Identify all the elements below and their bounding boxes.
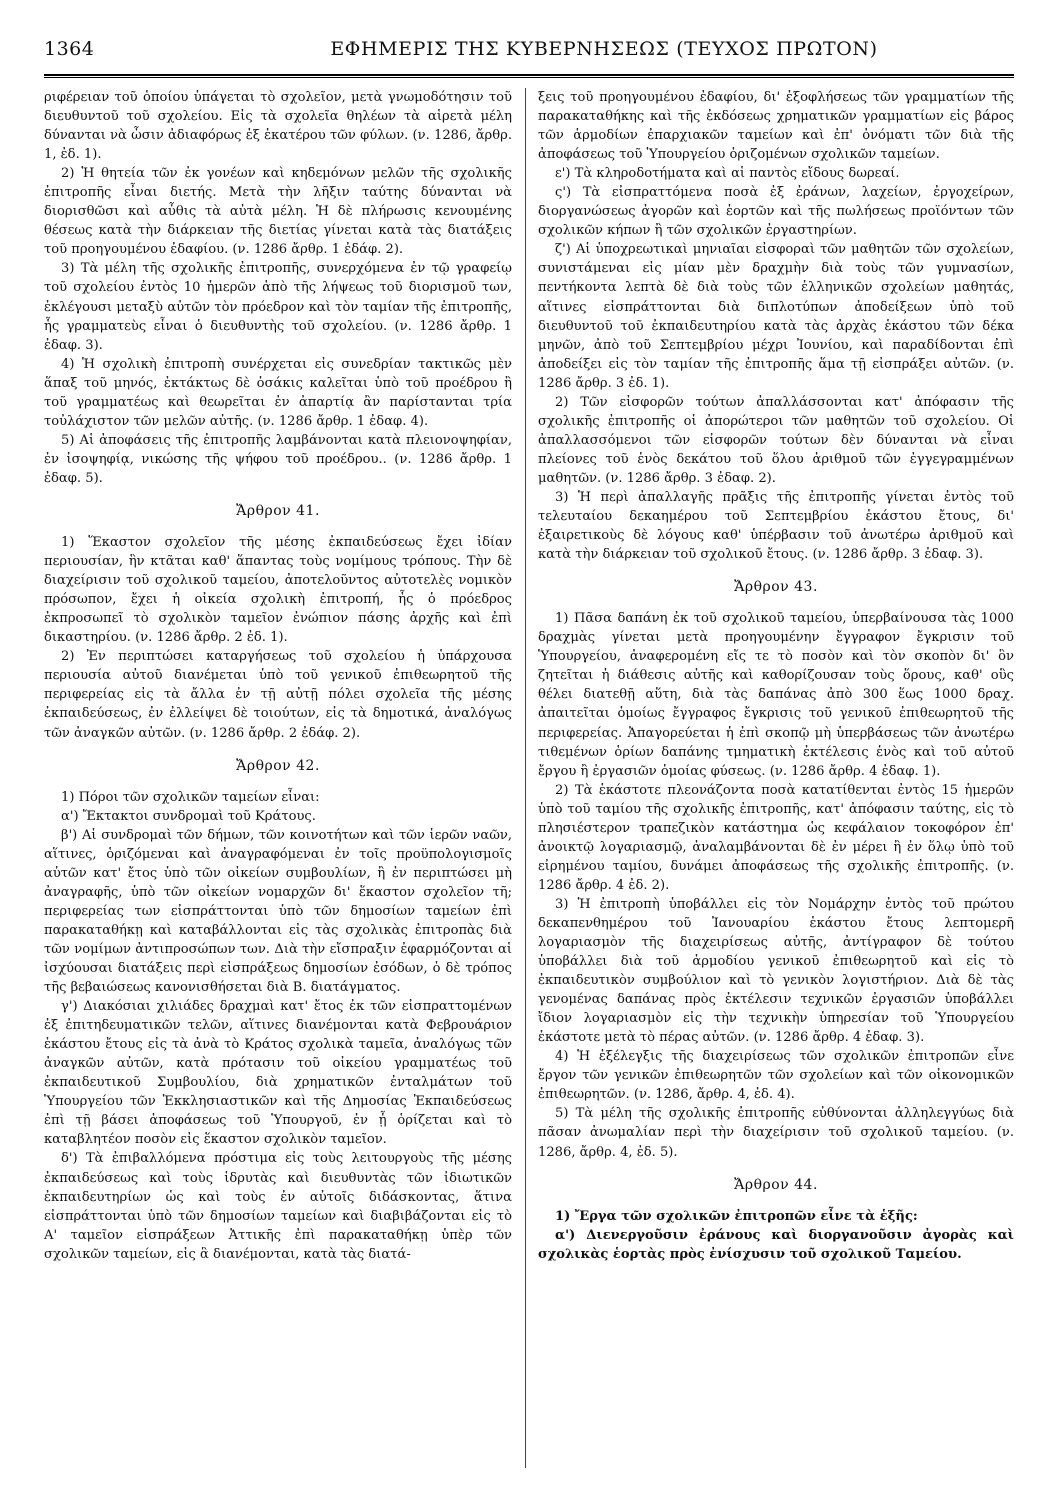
article-heading: Ἄρθρον 41. [236, 502, 320, 519]
paragraph: 4) Ἡ ἐξέλεγξις τῆς διαχειρίσεως τῶν σχολικῶν ἐπιτροπῶν εἶνε ἔργον τῶν γενικῶν ἐπιθεωρητῶν τῶν σχολείων καὶ τῶν οἰκονομικῶν ἐπιθεωρητῶν. (ν. 1286, ἄρθρ. 4, ἐδ. 4). [538, 1049, 1014, 1103]
paragraph: 5) Αἱ ἀποφάσεις τῆς ἐπιτροπῆς λαμβάνονται κατὰ πλειονοψηφίαν, ἐν ἰσοψηφίᾳ, νικώσης τῆς ψήφου τοῦ προέδρου.. (ν. 1286 ἄρθρ. 1 ἐδαφ. 5). [44, 432, 512, 486]
paragraph: ξεις τοῦ προηγουμένου ἐδαφίου, δι' ἐξοφλήσεως τῶν γραμματίων τῆς παρακαταθήκης καὶ τῆς ἐκδόσεως χρηματικῶν γραμματίων εἰς βάρος τῶν ἁρμοδίων ἐπαρχιακῶν ταμείων καὶ ἐπ' ὀνόματι τῶν διὰ τῆς ἀποφάσεως τοῦ Ὑπουργείου ὁριζομένων σχολικῶν ταμείων. [538, 90, 1014, 163]
paragraph: 2) Ἐν περιπτώσει καταργήσεως τοῦ σχολείου ἡ ὑπάρχουσα περιουσία αὐτοῦ διανέμεται ὑπὸ τοῦ γενικοῦ ἐπιθεωρητοῦ τῆς περιφερείας εἰς τὰ ἄλλα ἐν τῇ αὐτῇ πόλει σχολεῖα τῆς μέσης ἐκπαιδεύσεως, ἐν ἐλλείψει δὲ τοιούτων, εἰς τὰ δημοτικά, ἀναλόγως τῶν ἀναγκῶν αὐτῶν. (ν. 1286 ἄρθρ. 2 ἐδάφ. 2). [44, 649, 512, 741]
paragraph: ριφέρειαν τοῦ ὁποίου ὑπάγεται τὸ σχολεῖον, μετὰ γνωμοδότησιν τοῦ διευθυντοῦ τοῦ σχολείου. Εἰς τὰ σχολεῖα θηλέων τὰ αἱρετὰ μέλη δύνανται νὰ ὦσιν ἀδιαφόρως ἐξ ἑκατέρου τῶν φύλων. (ν. 1286, ἄρθρ. 1, ἐδ. 1). [44, 90, 512, 163]
paragraph: 3) Ἡ περὶ ἀπαλλαγῆς πρᾶξις τῆς ἐπιτροπῆς γίνεται ἐντὸς τοῦ τελευταίου δεκαημέρου τοῦ Σεπτεμβρίου ἑκάστου ἔτους, δι' ἐξαιρετικοὺς δὲ λόγους καθ' ὑπέρβασιν τοῦ ἀνωτέρω ἀριθμοῦ καὶ κατὰ τὴν διάρκειαν τοῦ σχολικοῦ ἔτους. (ν. 1286 ἄρθρ. 3 ἐδαφ. 3). [538, 489, 1014, 563]
paragraph: 1) Πᾶσα δαπάνη ἐκ τοῦ σχολικοῦ ταμείου, ὑπερβαίνουσα τὰς 1000 δραχμὰς γίνεται μετὰ προηγουμένην ἔγγραφον ἔγκρισιν τοῦ Ὑπουργείου, ἀναφερομένη εἴς τε τὸ ποσὸν καὶ τὸν σκοπὸν δι' ὃν ζητεῖται ἡ διάθεσις αὐτῆς καὶ καθορίζουσαν τοὺς ὅρους, καθ' οὓς θέλει διατεθῇ αὕτη, διὰ τὰς δαπάνας ἀπὸ 300 ἕως 1000 δραχ. ἀπαιτεῖται ὁμοίως ἔγγραφος ἔγκρισις τοῦ γενικοῦ ἐπιθεωρητοῦ τῆς περιφερείας. Ἀπαγορεύεται ἡ ἐπὶ σκοπῷ μὴ ὑπερβάσεως τῶν ἀνωτέρω τιθεμένων ὁρίων δαπάνης τμηματικὴ ἐκτέλεσις ἑνὸς καὶ τοῦ αὐτοῦ ἔργου ἢ ἐργασιῶν ὁμοίας φύσεως. (ν. 1286 ἄρθρ. 4 ἐδαφ. 1). [538, 611, 1014, 779]
paragraph: 2) Τῶν εἰσφορῶν τούτων ἀπαλλάσσονται κατ' ἀπόφασιν τῆς σχολικῆς ἐπιτροπῆς οἱ ἀπορώτεροι τῶν μαθητῶν τοῦ σχολείου. Οἱ ἀπαλλασσόμενοι τῶν εἰσφορῶν τούτων δὲν δύνανται νὰ εἶναι πλείονες τοῦ ἑνὸς δεκάτου τοῦ ὅλου ἀριθμοῦ τῶν ἐγγεγραμμένων μαθητῶν. (ν. 1286 ἄρθρ. 3 ἐδαφ. 2). [538, 394, 1014, 486]
article-heading: Ἄρθρον 43. [734, 579, 818, 596]
header-rule-thin [44, 77, 1014, 78]
paragraph: 3) Τὰ μέλη τῆς σχολικῆς ἐπιτροπῆς, συνερχόμενα ἐν τῷ γραφείῳ τοῦ σχολείου ἐντὸς 10 ἡμερῶν ἀπὸ τῆς λήψεως τοῦ διορισμοῦ των, ἐκλέγουσι μεταξὺ αὐτῶν τὸν πρόεδρον καὶ τὸν ταμίαν τῆς ἐπιτροπῆς, ἧς γραμματεὺς εἶναι ὁ διευθυντὴς τοῦ σχολείου. (ν. 1286 ἄρθρ. 1 ἐδαφ. 3). [44, 261, 512, 353]
paragraph: ε') Τὰ κληροδοτήματα καὶ αἱ παντὸς εἴδους δωρεαί. [555, 166, 900, 182]
paragraph: 1) Ἕκαστον σχολεῖον τῆς μέσης ἐκπαιδεύσεως ἔχει ἰδίαν περιουσίαν, ἣν κτᾶται καθ' ἅπαντας τοὺς νομίμους τρόπους. Τὴν δὲ διαχείρισιν τοῦ σχολικοῦ ταμείου, ἀποτελοῦντος αὐτοτελὲς νομικὸν πρόσωπον, ἔχει ἡ οἰκεία σχολικὴ ἐπιτροπή, ἧς ὁ πρόεδρος ἐκπροσωπεῖ τὸ σχολικὸν ταμεῖον ἐνώπιον πάσης ἀρχῆς καὶ ἐπὶ δικαστηρίου. (ν. 1286 ἄρθρ. 2 ἐδ. 1). [44, 535, 512, 646]
paragraph: 1) Ἔργα τῶν σχολικῶν ἐπιτροπῶν εἶνε τὰ ἑξῆς: [555, 1208, 918, 1224]
column-divider [525, 88, 526, 1468]
page-number: 1364 [44, 38, 95, 60]
page-header [44, 32, 1014, 76]
right-column [538, 88, 1014, 1468]
paragraph: 5) Τὰ μέλη τῆς σχολικῆς ἐπιτροπῆς εὐθύνονται ἀλληλεγγύως διὰ πᾶσαν ἀνωμαλίαν περὶ τὴν διαχείρισιν τοῦ σχολικοῦ ταμείου. (ν. 1286, ἄρθρ. 4, ἐδ. 5). [538, 1106, 1014, 1160]
paragraph: 4) Ἡ σχολικὴ ἐπιτροπὴ συνέρχεται εἰς συνεδρίαν τακτικῶς μὲν ἅπαξ τοῦ μηνός, ἐκτάκτως δὲ ὁσάκις καλεῖται ὑπὸ τοῦ προέδρου ἢ τοῦ γραμματέως καὶ θεωρεῖται ἐν ἀπαρτίᾳ ἂν παρίστανται τρία τοὐλάχιστον τῶν μελῶν αὐτῆς. (ν. 1286 ἄρθρ. 1 ἐδαφ. 4). [44, 356, 512, 429]
paragraph: γ') Διακόσιαι χιλιάδες δραχμαὶ κατ' ἔτος ἐκ τῶν εἰσπραττομένων ἐξ ἐπιτηδευματικῶν τελῶν, αἵτινες διανέμονται κατὰ Φεβρουάριον ἑκάστου ἔτους εἰς τὰ ἀνὰ τὸ Κράτος σχολικὰ ταμεῖα, ἀναλόγως τῶν ἀναγκῶν αὐτῶν, κατὰ πρότασιν τοῦ οἰκείου γραμματέως τοῦ ἐκπαιδευτικοῦ Συμβουλίου, διὰ χρηματικῶν ἐνταλμάτων τοῦ Ὑπουργείου τῶν Ἐκκλησιαστικῶν καὶ τῆς Δημοσίας Ἐκπαιδεύσεως ἐπὶ τῇ βάσει ἀποφάσεως τοῦ Ὑπουργοῦ, ἐν ᾗ ὁρίζεται καὶ τὸ καταβλητέον ποσὸν εἰς ἕκαστον σχολικὸν ταμεῖον. [44, 999, 512, 1148]
paragraph: ζ') Αἱ ὑποχρεωτικαὶ μηνιαῖαι εἰσφοραὶ τῶν μαθητῶν τῶν σχολείων, συνιστάμεναι εἰς μίαν μὲν δραχμὴν διὰ τοὺς τῶν γυμνασίων, πεντήκοντα λεπτὰ δὲ διὰ τοὺς τῶν ἑλληνικῶν σχολείων μαθητάς, αἵτινες εἰσπράττονται διὰ διπλοτύπων ἀποδείξεων ὑπὸ τοῦ διευθυντοῦ τοῦ ἐκπαιδευτηρίου κατὰ τὰς ἀρχὰς ἑκάστου τῶν δέκα μηνῶν, ἀπὸ τοῦ Σεπτεμβρίου μέχρι Ἰουνίου, καὶ παραδίδονται ἐπὶ ἀποδείξει εἰς τὸν ταμίαν τῆς ἐπιτροπῆς ἅμα τῇ εἰσπράξει αὐτῶν. (ν. 1286 ἄρθρ. 3 ἐδ. 1). [538, 242, 1014, 391]
paragraph: 3) Ἡ ἐπιτροπὴ ὑποβάλλει εἰς τὸν Νομάρχην ἐντὸς τοῦ πρώτου δεκαπενθημέρου τοῦ Ἰανουαρίου ἑκάστου ἔτους λεπτομερῆ λογαριασμὸν τῆς διαχειρίσεως αὐτῆς, ἀντίγραφον δὲ τούτου ὑποβάλλει διὰ τοῦ ἁρμοδίου γενικοῦ ἐπιθεωρητοῦ καὶ εἰς τὸ ἐκπαιδευτικὸν συμβούλιον καὶ τὸ γενικὸν λογιστήριον. Διὰ δὲ τὰς γενομένας δαπάνας πρὸς ἐκτέλεσιν τεχνικῶν ἐργασιῶν ὑποβάλλει ἴδιον λογαριασμὸν εἰς τὴν τεχνικὴν ὑπηρεσίαν τοῦ Ὑπουργείου ἑκάστοτε μετὰ τὸ πέρας αὐτῶν. (ν. 1286 ἄρθρ. 4 ἐδαφ. 3). [538, 896, 1014, 1046]
paragraph: α') Διενεργοῦσιν ἐράνους καὶ διοργανοῦσιν ἀγορὰς καὶ σχολικὰς ἑορτὰς πρὸς ἐνίσχυσιν τοῦ σχολικοῦ Ταμείου. [538, 1227, 1014, 1262]
article-heading: Ἄρθρον 42. [236, 757, 320, 774]
header-rule [44, 74, 1014, 76]
paragraph: ς') Τὰ εἰσπραττόμενα ποσὰ ἐξ ἐράνων, λαχείων, ἐργοχείρων, διοργανώσεως ἀγορῶν καὶ ἑορτῶν καὶ τῆς πωλήσεως προϊόντων τῶν σχολικῶν κήπων ἢ τῶν σχολικῶν ἐργαστηρίων. [538, 185, 1014, 239]
article-heading: Ἄρθρον 44. [734, 1176, 818, 1193]
paragraph: 2) Τὰ ἑκάστοτε πλεονάζοντα ποσὰ κατατίθενται ἐντὸς 15 ἡμερῶν ὑπὸ τοῦ ταμίου τῆς σχολικῆς ἐπιτροπῆς, κατ' ἀπόφασιν ταύτης, εἰς τὸ πλησιέστερον τραπεζικὸν κατάστημα ὡς κεφάλαιον τοκοφόρον ἐπ' ἀνοικτῷ λογαριασμῷ, ἀναλαμβάνονται δὲ ἐν μέρει ἢ ἐν ὅλῳ ὑπὸ τοῦ εἰρημένου ταμίου, δυνάμει ἀποφάσεως τῆς σχολικῆς ἐπιτροπῆς. (ν. 1286 ἄρθρ. 4 ἐδ. 2). [538, 782, 1014, 893]
paragraph: 2) Ἡ θητεία τῶν ἐκ γονέων καὶ κηδεμόνων μελῶν τῆς σχολικῆς ἐπιτροπῆς εἶναι διετής. Μετὰ τὴν λῆξιν ταύτης δύνανται νὰ διορισθῶσι καὶ αὖθις τὰ αὐτὰ μέλη. Ἡ δὲ πλήρωσις κενουμένης θέσεως κατὰ τὴν διάρκειαν τῆς διετίας γίνεται κατὰ τὰς διατάξεις τοῦ προηγουμένου ἐδαφίου. (ν. 1286 ἄρθρ. 1 ἐδάφ. 2). [44, 166, 512, 258]
running-title: ΕΦΗΜΕΡΙΣ ΤΗΣ ΚΥΒΕΡΝΗΣΕΩΣ (ΤΕΥΧΟΣ ΠΡΩΤΟΝ) [330, 38, 878, 60]
paragraph: δ') Τὰ ἐπιβαλλόμενα πρόστιμα εἰς τοὺς λειτουργοὺς τῆς μέσης ἐκπαιδεύσεως καὶ τοὺς ἱδρυτὰς καὶ διευθυντὰς τῶν ἰδιωτικῶν ἐκπαιδευτηρίων ὡς καὶ τοὺς ἐν αὐτοῖς διδάσκοντας, ἅτινα εἰσπράττονται ὑπὸ τῶν δημοσίων ταμείων καὶ διαβιβάζονται εἰς τὸ Α' ταμεῖον εἰσπράξεων Ἀττικῆς ἐπὶ παρακαταθήκῃ ὑπὲρ τῶν σχολικῶν ταμείων, εἰς ἃ διανέμονται, κατὰ τὰς διατά- [44, 1151, 512, 1262]
paragraph: β') Αἱ συνδρομαὶ τῶν δήμων, τῶν κοινοτήτων καὶ τῶν ἱερῶν ναῶν, αἵτινες, ὁριζόμεναι καὶ ἀναγραφόμεναι ἐν τοῖς προϋπολογισμοῖς αὐτῶν κατ' ἔτος ὑπὸ τῶν οἰκείων συμβουλίων, ἢ ἐν περιπτώσει μὴ ἀναγραφῆς, ὑπὸ τῶν οἰκείων νομαρχῶν δι' ἕκαστον σχολεῖον τῆ; περιφερείας των εἰσπράττονται ὑπὸ τῶν δημοσίων ταμείων ἐπὶ παρακαταθήκῃ καὶ καταβάλλονται εἰς τὰς σχολικὰς ἐπιτροπὰς διὰ τῶν νομίμων ἀντιπροσώπων των. Διὰ τὴν εἴσπραξιν ἐφαρμόζονται αἱ ἰσχύουσαι διατάξεις περὶ εἰσπράξεως δημοσίων ἐσόδων, ὁ δὲ τρόπος τῆς βεβαιώσεως κανονισθήσεται διὰ Β. διατάγματος. [44, 827, 512, 996]
paragraph: α') Ἔκτακτοι συνδρομαὶ τοῦ Κράτους. [61, 808, 316, 824]
left-column [44, 88, 512, 1468]
paragraph: 1) Πόροι τῶν σχολικῶν ταμείων εἶναι: [61, 789, 320, 805]
